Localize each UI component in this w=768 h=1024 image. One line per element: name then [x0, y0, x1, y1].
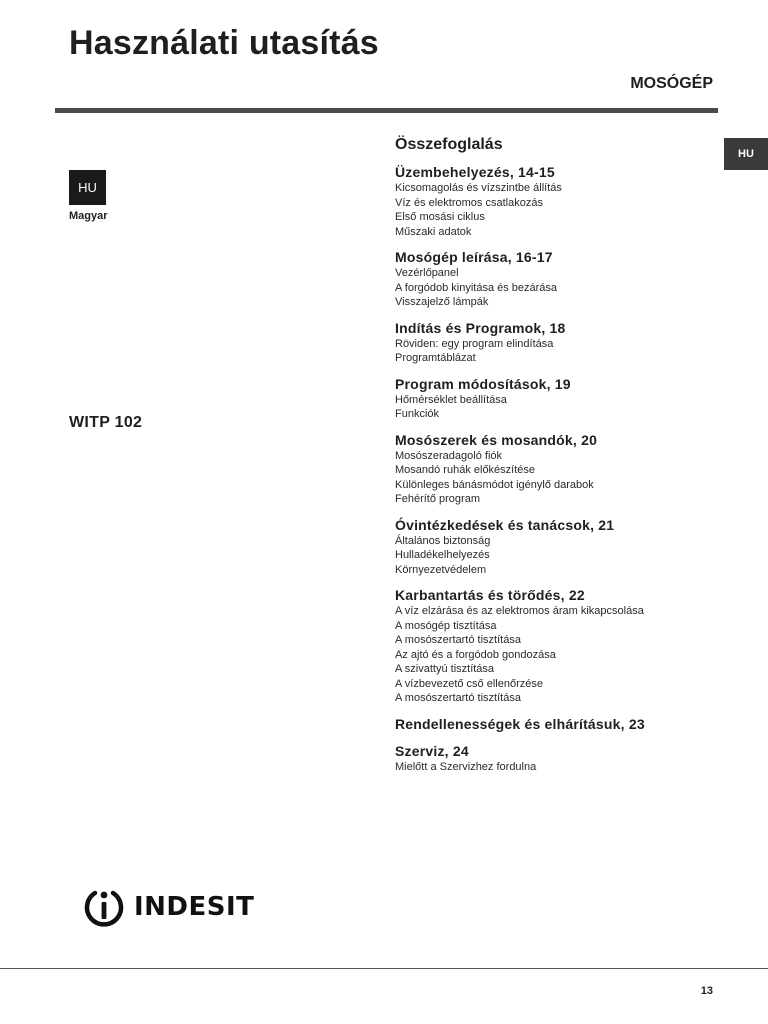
toc-item: Programtáblázat [395, 352, 476, 364]
toc-item: A vízbevezető cső ellenőrzése [395, 677, 543, 690]
toc-item: Hulladékelhelyezés [395, 549, 490, 561]
toc-sections [395, 164, 735, 774]
model-name: WITP 102 [69, 414, 143, 431]
toc-item: A mosószertartó tisztítása [395, 634, 521, 646]
toc-item: Víz és elektromos csatlakozás [395, 196, 543, 209]
toc-item: Röviden: egy program elindítása [395, 337, 554, 350]
toc-section [395, 716, 735, 733]
toc-section-title: Rendellenességek és elhárításuk, 23 [395, 715, 645, 732]
brand-name: INDESIT [134, 892, 255, 922]
toc-section-title: Indítás és Programok, 18 [395, 319, 566, 336]
toc-item: Visszajelző lámpák [395, 296, 489, 308]
toc-section-title: Mosógép leírása, 16-17 [395, 249, 553, 265]
toc-item: A mosógép tisztítása [395, 619, 497, 632]
toc-item: Környezetvédelem [395, 563, 487, 576]
toc-section-title: Óvintézkedések és tanácsok, 21 [395, 516, 615, 533]
product-type-label: MOSÓGÉP [630, 75, 713, 92]
toc-item: Fehérítő program [395, 493, 480, 505]
toc-section [395, 320, 735, 366]
toc-item: Funkciók [395, 408, 440, 420]
toc-section-title: Karbantartás és törődés, 22 [395, 587, 585, 603]
toc-item: A víz elzárása és az elektromos áram kikapcsolása [395, 605, 644, 617]
toc-section [395, 517, 735, 578]
toc-item: Mielőtt a Szervizhez fordulna [395, 760, 537, 773]
toc-section [395, 743, 735, 775]
language-name: Magyar [69, 210, 108, 222]
toc-item: Műszaki adatok [395, 225, 472, 238]
language-tab: HU [724, 138, 768, 170]
toc-item: Első mosási ciklus [395, 211, 485, 223]
toc-item: Általános biztonság [395, 534, 491, 547]
toc-item: Kicsomagolás és vízszintbe állítás [395, 182, 562, 194]
footer-divider [0, 968, 768, 969]
toc-section [395, 249, 735, 310]
toc-section [395, 432, 735, 507]
toc-item: Az ajtó és a forgódob gondozása [395, 648, 556, 661]
toc-item: Mosószeradagoló fiók [395, 449, 503, 462]
toc-item: Különleges bánásmódot igénylő darabok [395, 478, 594, 491]
toc-heading: Összefoglalás [395, 136, 503, 153]
toc-item: Hőmérséklet beállítása [395, 393, 507, 406]
toc-item: A forgódob kinyitása és bezárása [395, 281, 558, 294]
toc-section-title: Mosószerek és mosandók, 20 [395, 431, 598, 448]
toc-section [395, 587, 735, 706]
toc-section [395, 164, 735, 239]
page-number: 13 [700, 985, 713, 997]
toc-item: Mosandó ruhák előkészítése [395, 464, 536, 476]
header-divider [55, 108, 718, 113]
page-title: Használati utasítás [69, 24, 379, 62]
toc-section-title: Üzembehelyezés, 14-15 [395, 164, 555, 180]
toc-section-title: Program módosítások, 19 [395, 375, 571, 392]
toc-item: A szivattyú tisztítása [395, 663, 495, 675]
toc-item: A mosószertartó tisztítása [395, 692, 521, 704]
toc-section [395, 376, 735, 422]
brand-logo [82, 884, 254, 930]
language-code-badge: HU [69, 170, 106, 205]
toc-item: Vezérlőpanel [395, 267, 459, 279]
table-of-contents [395, 135, 735, 784]
indesit-logo-icon [82, 885, 126, 929]
toc-section-title: Szerviz, 24 [395, 742, 469, 759]
